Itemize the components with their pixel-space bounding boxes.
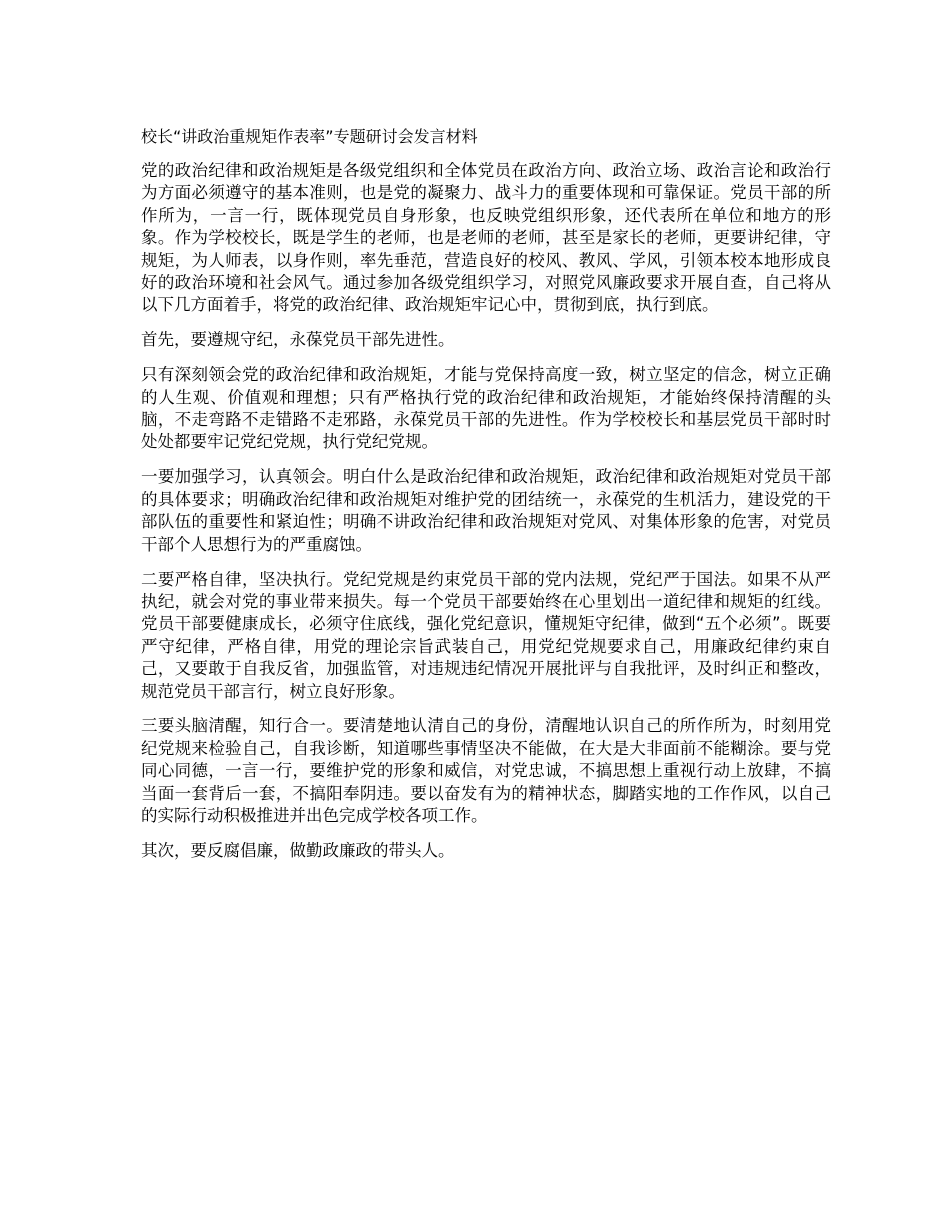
paragraph-point-two: 二要严格自律，坚决执行。党纪党规是约束党员干部的党内法规，党纪严于国法。如果不从严执纪，就会对党的事业带来损失。每一个党员干部要始终在心里划出一道纪律和规矩的红线。党员干部要健康成长，必须守住底线，强化党纪意识，懂规矩守纪律，做到“五个必须”。既要严守纪律，严格自律，用党的理论宗旨武装自己，用党纪党规要求自己，用廉政纪律约束自己，又要敢于自我反省，加强监管，对违规违纪情况开展批评与自我批评，及时纠正和整改，规范党员干部言行，树立良好形象。	[141, 569, 831, 701]
paragraph-understanding: 只有深刻领会党的政治纪律和政治规矩，才能与党保持高度一致，树立坚定的信念，树立正确的人生观、价值观和理想；只有严格执行党的政治纪律和政治规矩，才能始终保持清醒的头脑，不走弯路不走错路不走邪路，永葆党员干部的先进性。作为学校校长和基层党员干部时时处处都要牢记党纪党规，执行党纪党规。	[141, 365, 831, 452]
paragraph-heading-second: 其次，要反腐倡廉，做勤政廉政的带头人。	[141, 840, 455, 860]
paragraph-intro: 党的政治纪律和政治规矩是各级党组织和全体党员在政治方向、政治立场、政治言论和政治行为方面必须遵守的基本准则，也是党的凝聚力、战斗力的重要体现和可靠保证。党员干部的所作所为，一言一行，既体现党员自身形象，也反映党组织形象，还代表所在单位和地方的形象。作为学校校长，既是学生的老师，也是老师的老师，甚至是家长的老师，更要讲纪律，守规矩，为人师表，以身作则，率先垂范，营造良好的校风、教风、学风，引领本校本地形成良好的政治环境和社会风气。通过参加各级党组织学习，对照党风廉政要求开展自查，自己将从以下几方面着手，将党的政治纪律、政治规矩牢记心中，贯彻到底，执行到底。	[141, 161, 831, 315]
paragraph-point-one: 一要加强学习，认真领会。明白什么是政治纪律和政治规矩，政治纪律和政治规矩对党员干部的具体要求；明确政治纪律和政治规矩对维护党的团结统一，永葆党的生机活力，建设党的干部队伍的重要性和紧迫性；明确不讲政治纪律和政治规矩对党风、对集体形象的危害，对党员干部个人思想行为的严重腐蚀。	[141, 467, 831, 554]
document-title: 校长“讲政治重规矩作表率”专题研讨会发言材料	[141, 127, 478, 146]
document-page	[141, 126, 831, 875]
paragraph-heading-first: 首先，要遵规守纪，永葆党员干部先进性。	[141, 330, 455, 350]
paragraph-point-three: 三要头脑清醒，知行合一。要清楚地认清自己的身份，清醒地认识自己的所作所为，时刻用党纪党规来检验自己，自我诊断，知道哪些事情坚决不能做，在大是大非面前不能糊涂。要与党同心同德，一言一行，要维护党的形象和威信，对党忠诚，不搞思想上重视行动上放肆，不搞当面一套背后一套，不搞阳奉阴违。要以奋发有为的精神状态，脚踏实地的工作作风，以自己的实际行动积极推进并出色完成学校各项工作。	[141, 716, 831, 826]
